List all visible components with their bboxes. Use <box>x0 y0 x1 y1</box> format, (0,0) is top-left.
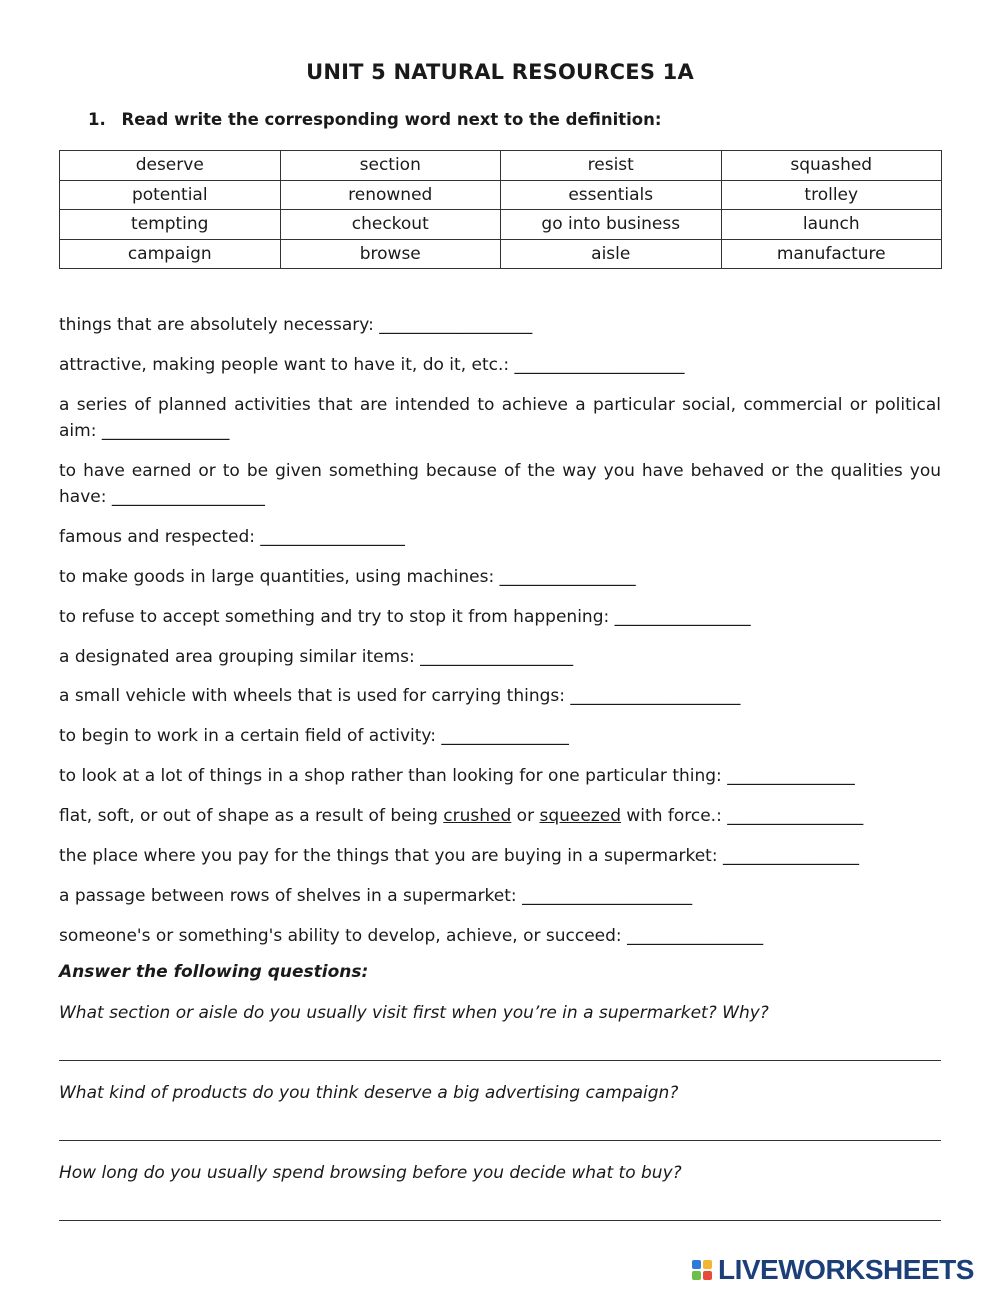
word-cell: essentials <box>501 180 722 210</box>
answer-blank[interactable]: ____________________ <box>522 886 693 906</box>
answer-blank[interactable]: _______________ <box>101 421 230 441</box>
word-cell: checkout <box>280 210 501 240</box>
logo-text: LIVEWORKSHEETS <box>718 1254 974 1285</box>
word-cell: campaign <box>60 239 281 269</box>
instruction <box>88 110 661 129</box>
word-cell: squashed <box>721 151 942 181</box>
definition-text: a series of planned activities that are intended to achieve a particular social, commercial or political aim: <box>59 395 941 441</box>
definition-text: things that are absolutely necessary: <box>59 315 380 335</box>
answer-blank[interactable]: ____________________ <box>514 355 685 375</box>
definition-item <box>59 923 941 949</box>
word-cell: section <box>280 151 501 181</box>
question-text: What kind of products do you think deserve a big advertising campaign? <box>59 1083 679 1103</box>
answer-blank[interactable]: _________________ <box>260 527 405 547</box>
logo-mark-icon <box>692 1260 712 1280</box>
definition-text: to make goods in large quantities, using machines: <box>59 567 500 587</box>
definition-item <box>59 312 941 338</box>
definition-item <box>59 644 941 670</box>
instruction-text: Read write the corresponding word next to the definition: <box>121 110 662 129</box>
page-title: UNIT 5 NATURAL RESOURCES 1A <box>306 60 694 84</box>
definition-text: a small vehicle with wheels that is used for carrying things: <box>59 686 571 706</box>
definition-text: to refuse to accept something and try to stop it from happening: <box>59 607 615 627</box>
word-cell: deserve <box>60 151 281 181</box>
answer-blank[interactable]: ____________________ <box>570 686 741 706</box>
definition-text: or <box>511 806 540 826</box>
definition-item <box>59 723 941 749</box>
instruction-number: 1. <box>88 110 106 129</box>
word-cell: go into business <box>501 210 722 240</box>
definition-text: flat, soft, or out of shape as a result of being <box>59 806 444 826</box>
table-row <box>60 239 942 269</box>
definition-item <box>59 803 941 829</box>
answer-blank[interactable]: ________________ <box>499 567 636 587</box>
definition-item <box>59 564 941 590</box>
logo-square <box>692 1271 701 1280</box>
word-bank-table <box>59 150 942 269</box>
word-cell: renowned <box>280 180 501 210</box>
answer-blank[interactable]: ________________ <box>722 846 859 866</box>
answer-line[interactable] <box>59 1220 941 1221</box>
definition-text: a passage between rows of shelves in a supermarket: <box>59 886 523 906</box>
answer-line[interactable] <box>59 1140 941 1141</box>
table-row <box>60 210 942 240</box>
underlined-word: crushed <box>443 806 512 826</box>
question-text: What section or aisle do you usually visit first when you’re in a supermarket? Why? <box>59 1003 769 1023</box>
word-cell: resist <box>501 151 722 181</box>
underlined-word: squeezed <box>539 806 621 826</box>
table-row <box>60 151 942 181</box>
definition-text: a designated area grouping similar items: <box>59 647 421 667</box>
definition-item <box>59 392 941 444</box>
definition-text: the place where you pay for the things that you are buying in a supermarket: <box>59 846 723 866</box>
answer-blank[interactable]: ________________ <box>614 607 751 627</box>
table-row <box>60 180 942 210</box>
answer-blank[interactable]: __________________ <box>111 487 265 507</box>
logo-square <box>692 1260 701 1269</box>
definition-text: with force.: <box>621 806 728 826</box>
word-cell: manufacture <box>721 239 942 269</box>
answer-line[interactable] <box>59 1060 941 1061</box>
answer-blank[interactable]: _______________ <box>441 726 569 746</box>
word-cell: potential <box>60 180 281 210</box>
answer-blank[interactable]: _______________ <box>727 766 855 786</box>
word-cell: trolley <box>721 180 942 210</box>
definition-item <box>59 604 941 630</box>
definition-item <box>59 524 941 550</box>
definition-text: someone's or something's ability to develop, achieve, or succeed: <box>59 926 628 946</box>
answer-blank[interactable]: __________________ <box>379 315 533 335</box>
definition-item <box>59 883 941 909</box>
word-cell: launch <box>721 210 942 240</box>
definition-text: to have earned or to be given something because of the way you have behaved or the qualities you have: <box>59 461 941 507</box>
definition-text: attractive, making people want to have it, do it, etc.: <box>59 355 515 375</box>
word-cell: aisle <box>501 239 722 269</box>
definition-item <box>59 843 941 869</box>
definition-text: famous and respected: <box>59 527 261 547</box>
definition-text: to begin to work in a certain field of activity: <box>59 726 442 746</box>
word-cell: tempting <box>60 210 281 240</box>
question-text: How long do you usually spend browsing before you decide what to buy? <box>59 1163 682 1183</box>
definition-item <box>59 683 941 709</box>
logo-square <box>703 1260 712 1269</box>
answer-blank[interactable]: ________________ <box>727 806 864 826</box>
liveworksheets-logo <box>692 1253 974 1287</box>
definition-item <box>59 352 941 378</box>
definition-item <box>59 458 941 510</box>
definition-text: to look at a lot of things in a shop rather than looking for one particular thing: <box>59 766 728 786</box>
word-cell: browse <box>280 239 501 269</box>
logo-square <box>703 1271 712 1280</box>
answer-blank[interactable]: __________________ <box>420 647 574 667</box>
questions-heading: Answer the following questions: <box>59 962 369 982</box>
definition-item <box>59 763 941 789</box>
answer-blank[interactable]: ________________ <box>627 926 764 946</box>
